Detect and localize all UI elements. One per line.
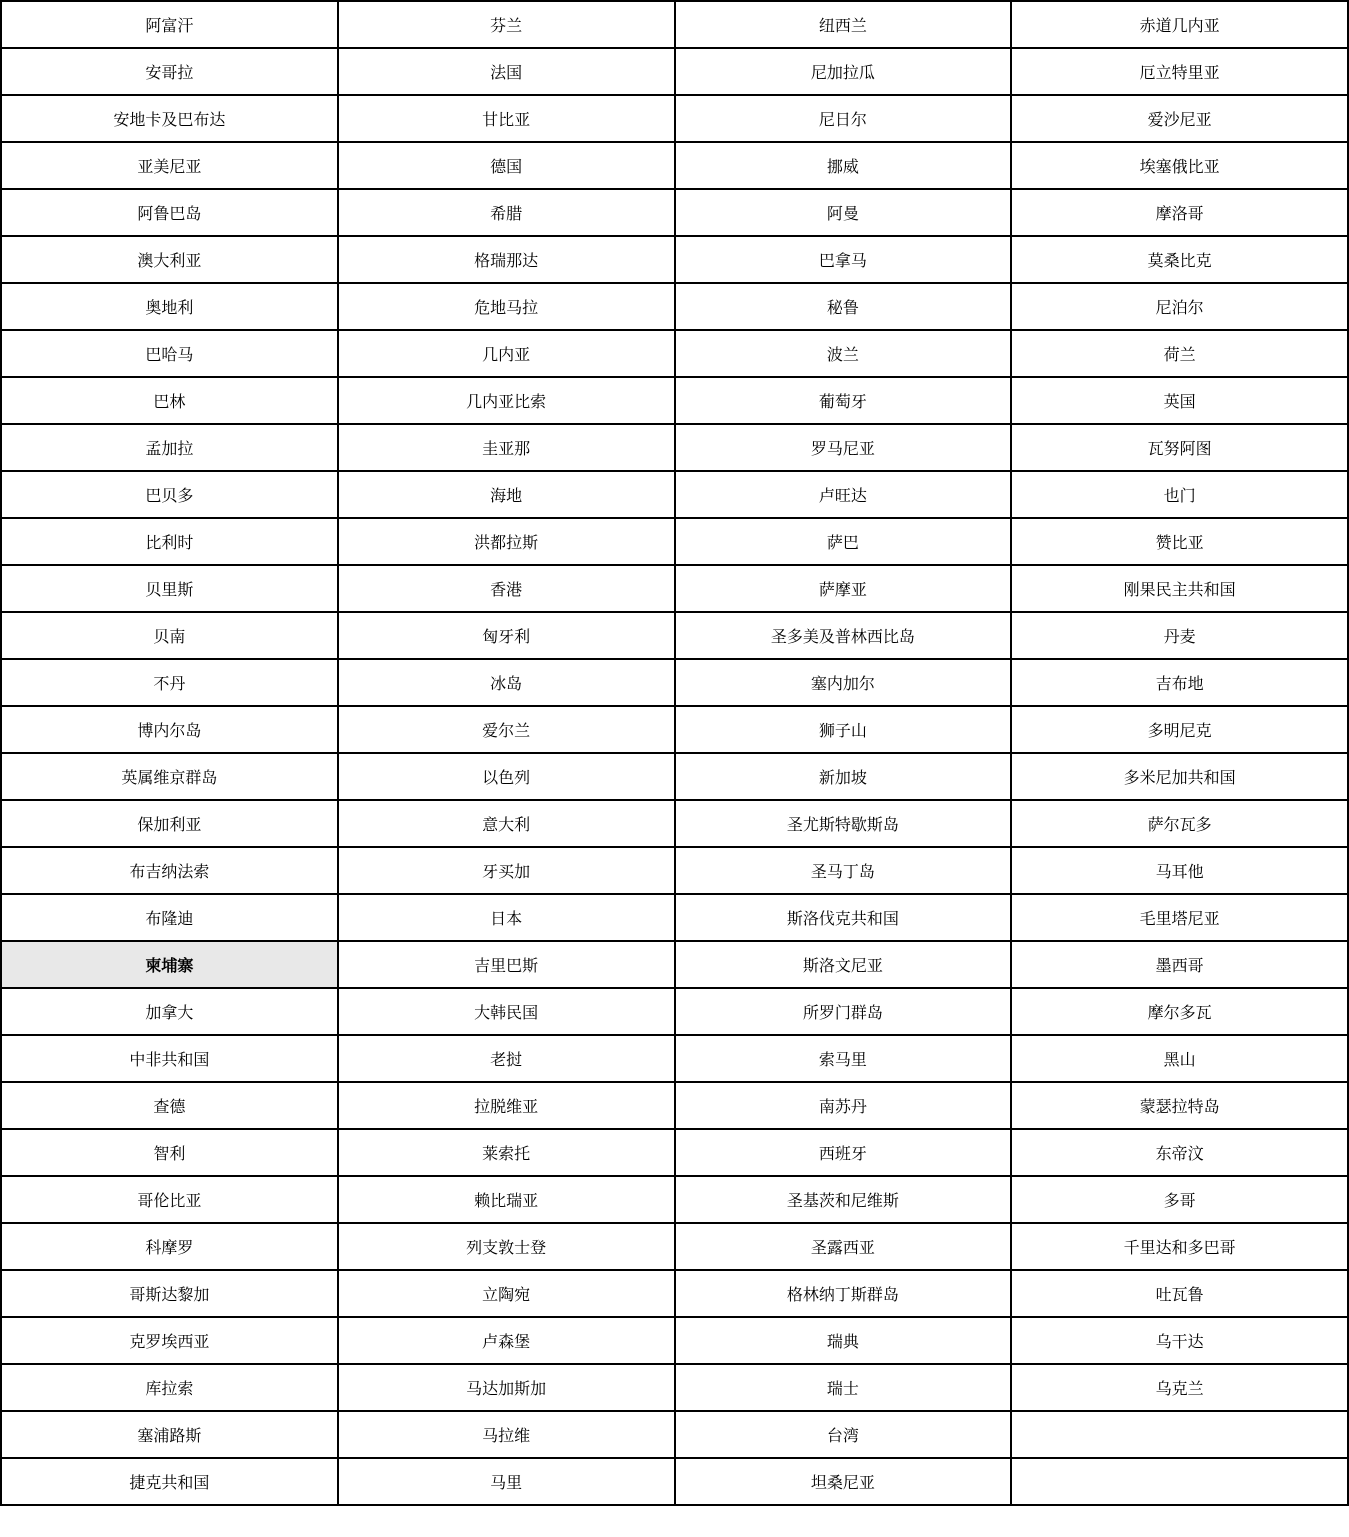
country-cell[interactable]: 多米尼加共和国 xyxy=(1011,753,1348,800)
country-cell[interactable]: 中非共和国 xyxy=(1,1035,338,1082)
country-cell[interactable]: 格林纳丁斯群岛 xyxy=(675,1270,1012,1317)
country-cell[interactable]: 希腊 xyxy=(338,189,675,236)
table-row xyxy=(1,1270,1348,1317)
country-cell[interactable]: 阿鲁巴岛 xyxy=(1,189,338,236)
country-cell[interactable]: 芬兰 xyxy=(338,1,675,48)
country-cell[interactable]: 千里达和多巴哥 xyxy=(1011,1223,1348,1270)
country-cell[interactable]: 不丹 xyxy=(1,659,338,706)
country-cell[interactable]: 台湾 xyxy=(675,1411,1012,1458)
country-cell[interactable]: 列支敦士登 xyxy=(338,1223,675,1270)
country-cell[interactable]: 危地马拉 xyxy=(338,283,675,330)
country-cell[interactable]: 德国 xyxy=(338,142,675,189)
table-row xyxy=(1,800,1348,847)
country-cell[interactable]: 卢森堡 xyxy=(338,1317,675,1364)
country-cell[interactable]: 香港 xyxy=(338,565,675,612)
country-cell[interactable]: 索马里 xyxy=(675,1035,1012,1082)
country-cell[interactable]: 格瑞那达 xyxy=(338,236,675,283)
table-row xyxy=(1,95,1348,142)
table-row xyxy=(1,283,1348,330)
country-cell[interactable]: 蒙瑟拉特岛 xyxy=(1011,1082,1348,1129)
country-cell[interactable]: 巴林 xyxy=(1,377,338,424)
table-row xyxy=(1,1129,1348,1176)
table-row xyxy=(1,1035,1348,1082)
country-cell[interactable]: 捷克共和国 xyxy=(1,1458,338,1505)
country-cell[interactable]: 毛里塔尼亚 xyxy=(1011,894,1348,941)
country-cell[interactable]: 尼加拉瓜 xyxy=(675,48,1012,95)
country-cell[interactable]: 亚美尼亚 xyxy=(1,142,338,189)
country-cell[interactable]: 挪威 xyxy=(675,142,1012,189)
country-cell[interactable]: 黑山 xyxy=(1011,1035,1348,1082)
country-cell[interactable]: 斯洛文尼亚 xyxy=(675,941,1012,988)
country-cell[interactable]: 以色列 xyxy=(338,753,675,800)
country-cell[interactable]: 卢旺达 xyxy=(675,471,1012,518)
country-cell[interactable]: 埃塞俄比亚 xyxy=(1011,142,1348,189)
table-row xyxy=(1,1458,1348,1505)
country-cell[interactable]: 刚果民主共和国 xyxy=(1011,565,1348,612)
country-cell[interactable]: 几内亚比索 xyxy=(338,377,675,424)
country-cell[interactable]: 甘比亚 xyxy=(338,95,675,142)
country-cell[interactable]: 阿曼 xyxy=(675,189,1012,236)
country-cell[interactable]: 巴拿马 xyxy=(675,236,1012,283)
country-cell[interactable]: 厄立特里亚 xyxy=(1011,48,1348,95)
country-cell[interactable]: 圭亚那 xyxy=(338,424,675,471)
country-cell[interactable]: 圣马丁岛 xyxy=(675,847,1012,894)
country-cell[interactable]: 圣露西亚 xyxy=(675,1223,1012,1270)
table-row xyxy=(1,565,1348,612)
country-cell[interactable]: 日本 xyxy=(338,894,675,941)
table-row xyxy=(1,142,1348,189)
country-cell[interactable]: 纽西兰 xyxy=(675,1,1012,48)
country-cell[interactable]: 瓦努阿图 xyxy=(1011,424,1348,471)
table-row xyxy=(1,1223,1348,1270)
country-cell[interactable]: 阿富汗 xyxy=(1,1,338,48)
table-row xyxy=(1,377,1348,424)
country-cell[interactable]: 布隆迪 xyxy=(1,894,338,941)
country-cell[interactable]: 摩洛哥 xyxy=(1011,189,1348,236)
country-cell[interactable]: 匈牙利 xyxy=(338,612,675,659)
country-cell[interactable]: 尼泊尔 xyxy=(1011,283,1348,330)
country-cell[interactable]: 英国 xyxy=(1011,377,1348,424)
country-cell[interactable]: 爱尔兰 xyxy=(338,706,675,753)
table-row xyxy=(1,941,1348,988)
country-cell[interactable]: 尼日尔 xyxy=(675,95,1012,142)
country-cell[interactable]: 马耳他 xyxy=(1011,847,1348,894)
table-row xyxy=(1,189,1348,236)
country-cell[interactable]: 多哥 xyxy=(1011,1176,1348,1223)
country-cell[interactable]: 新加坡 xyxy=(675,753,1012,800)
country-cell[interactable]: 大韩民国 xyxy=(338,988,675,1035)
country-cell[interactable]: 澳大利亚 xyxy=(1,236,338,283)
country-cell[interactable]: 斯洛伐克共和国 xyxy=(675,894,1012,941)
table-row xyxy=(1,847,1348,894)
country-cell[interactable]: 赞比亚 xyxy=(1011,518,1348,565)
country-cell[interactable]: 莱索托 xyxy=(338,1129,675,1176)
country-cell[interactable]: 马里 xyxy=(338,1458,675,1505)
country-cell[interactable]: 塞内加尔 xyxy=(675,659,1012,706)
country-cell[interactable]: 吐瓦鲁 xyxy=(1011,1270,1348,1317)
country-cell[interactable]: 立陶宛 xyxy=(338,1270,675,1317)
country-cell-selected[interactable]: 柬埔寨 xyxy=(1,941,338,988)
country-cell[interactable]: 葡萄牙 xyxy=(675,377,1012,424)
country-cell[interactable]: 哥斯达黎加 xyxy=(1,1270,338,1317)
country-cell[interactable]: 也门 xyxy=(1011,471,1348,518)
country-cell[interactable]: 克罗埃西亚 xyxy=(1,1317,338,1364)
country-cell[interactable]: 萨巴 xyxy=(675,518,1012,565)
country-cell[interactable]: 博内尔岛 xyxy=(1,706,338,753)
country-cell[interactable]: 吉里巴斯 xyxy=(338,941,675,988)
country-cell[interactable]: 乌干达 xyxy=(1011,1317,1348,1364)
table-row xyxy=(1,1411,1348,1458)
table-row xyxy=(1,236,1348,283)
country-cell[interactable]: 牙买加 xyxy=(338,847,675,894)
country-cell[interactable]: 老挝 xyxy=(338,1035,675,1082)
country-cell[interactable]: 丹麦 xyxy=(1011,612,1348,659)
country-cell[interactable]: 所罗门群岛 xyxy=(675,988,1012,1035)
table-row xyxy=(1,330,1348,377)
country-cell[interactable]: 奥地利 xyxy=(1,283,338,330)
country-cell[interactable]: 孟加拉 xyxy=(1,424,338,471)
country-cell[interactable]: 智利 xyxy=(1,1129,338,1176)
country-cell[interactable]: 赖比瑞亚 xyxy=(338,1176,675,1223)
table-row xyxy=(1,706,1348,753)
country-cell[interactable]: 冰岛 xyxy=(338,659,675,706)
country-cell[interactable]: 库拉索 xyxy=(1,1364,338,1411)
country-cell[interactable]: 波兰 xyxy=(675,330,1012,377)
country-cell[interactable]: 瑞典 xyxy=(675,1317,1012,1364)
table-row xyxy=(1,894,1348,941)
country-cell[interactable]: 查德 xyxy=(1,1082,338,1129)
country-cell[interactable]: 多明尼克 xyxy=(1011,706,1348,753)
table-row xyxy=(1,471,1348,518)
table-row xyxy=(1,1,1348,48)
country-cell[interactable]: 乌克兰 xyxy=(1011,1364,1348,1411)
country-cell[interactable]: 比利时 xyxy=(1,518,338,565)
table-row xyxy=(1,1176,1348,1223)
country-cell[interactable]: 南苏丹 xyxy=(675,1082,1012,1129)
country-cell[interactable]: 意大利 xyxy=(338,800,675,847)
country-cell[interactable]: 拉脱维亚 xyxy=(338,1082,675,1129)
country-cell[interactable]: 圣尤斯特歇斯岛 xyxy=(675,800,1012,847)
country-cell[interactable]: 圣多美及普林西比岛 xyxy=(675,612,1012,659)
country-cell xyxy=(1011,1411,1348,1458)
table-row xyxy=(1,518,1348,565)
table-row xyxy=(1,1082,1348,1129)
country-cell[interactable]: 塞浦路斯 xyxy=(1,1411,338,1458)
table-row xyxy=(1,424,1348,471)
country-cell[interactable]: 法国 xyxy=(338,48,675,95)
country-cell[interactable]: 巴哈马 xyxy=(1,330,338,377)
table-row xyxy=(1,612,1348,659)
table-row xyxy=(1,48,1348,95)
country-cell[interactable]: 圣基茨和尼维斯 xyxy=(675,1176,1012,1223)
country-cell[interactable]: 英属维京群岛 xyxy=(1,753,338,800)
country-cell[interactable]: 安地卡及巴布达 xyxy=(1,95,338,142)
country-cell[interactable]: 巴贝多 xyxy=(1,471,338,518)
country-cell[interactable]: 安哥拉 xyxy=(1,48,338,95)
country-cell[interactable]: 秘鲁 xyxy=(675,283,1012,330)
country-cell[interactable]: 东帝汶 xyxy=(1011,1129,1348,1176)
country-cell[interactable]: 布吉纳法索 xyxy=(1,847,338,894)
table-row xyxy=(1,988,1348,1035)
table-row xyxy=(1,659,1348,706)
country-cell[interactable]: 莫桑比克 xyxy=(1011,236,1348,283)
country-cell[interactable]: 狮子山 xyxy=(675,706,1012,753)
country-cell[interactable]: 吉布地 xyxy=(1011,659,1348,706)
country-cell[interactable]: 贝里斯 xyxy=(1,565,338,612)
country-cell[interactable]: 坦桑尼亚 xyxy=(675,1458,1012,1505)
country-cell[interactable]: 墨西哥 xyxy=(1011,941,1348,988)
table-row xyxy=(1,753,1348,800)
country-cell[interactable]: 洪都拉斯 xyxy=(338,518,675,565)
country-cell[interactable]: 摩尔多瓦 xyxy=(1011,988,1348,1035)
country-cell[interactable]: 保加利亚 xyxy=(1,800,338,847)
country-cell[interactable]: 几内亚 xyxy=(338,330,675,377)
country-cell[interactable]: 赤道几内亚 xyxy=(1011,1,1348,48)
country-cell[interactable]: 加拿大 xyxy=(1,988,338,1035)
country-cell xyxy=(1011,1458,1348,1505)
country-cell[interactable]: 哥伦比亚 xyxy=(1,1176,338,1223)
country-cell[interactable]: 马拉维 xyxy=(338,1411,675,1458)
country-cell[interactable]: 爱沙尼亚 xyxy=(1011,95,1348,142)
country-cell[interactable]: 瑞士 xyxy=(675,1364,1012,1411)
country-cell[interactable]: 海地 xyxy=(338,471,675,518)
country-cell[interactable]: 荷兰 xyxy=(1011,330,1348,377)
country-cell[interactable]: 马达加斯加 xyxy=(338,1364,675,1411)
country-cell[interactable]: 贝南 xyxy=(1,612,338,659)
country-cell[interactable]: 西班牙 xyxy=(675,1129,1012,1176)
country-table-body xyxy=(1,1,1348,1505)
country-cell[interactable]: 罗马尼亚 xyxy=(675,424,1012,471)
country-cell[interactable]: 萨尔瓦多 xyxy=(1011,800,1348,847)
table-row xyxy=(1,1317,1348,1364)
country-cell[interactable]: 科摩罗 xyxy=(1,1223,338,1270)
table-row xyxy=(1,1364,1348,1411)
country-cell[interactable]: 萨摩亚 xyxy=(675,565,1012,612)
